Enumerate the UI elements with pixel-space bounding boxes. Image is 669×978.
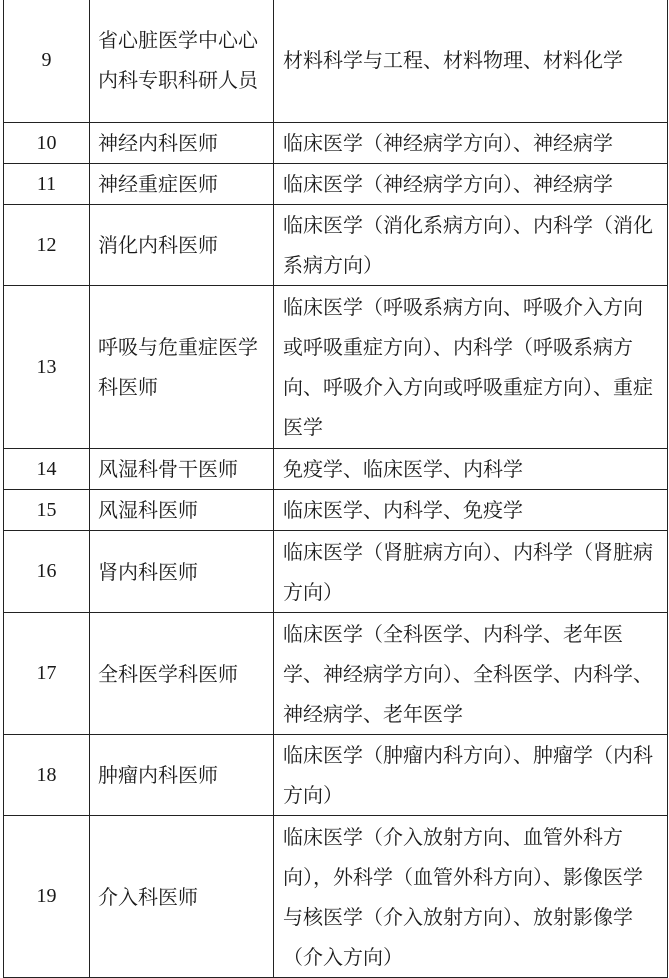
position-title: 神经重症医师 bbox=[90, 164, 274, 205]
position-title: 风湿科医师 bbox=[90, 490, 274, 531]
major-requirement: 临床医学（全科医学、内科学、老年医学、神经病学方向）、全科医学、内科学、神经病学、老年医学 bbox=[274, 613, 668, 735]
major-requirement: 临床医学（肿瘤内科方向）、肿瘤学（内科方向） bbox=[274, 735, 668, 816]
position-title: 肾内科医师 bbox=[90, 531, 274, 613]
major-requirement: 临床医学（介入放射方向、血管外科方向），外科学（血管外科方向）、影像医学与核医学（介入放射方向）、放射影像学（介入方向） bbox=[274, 816, 668, 978]
position-title: 消化内科医师 bbox=[90, 205, 274, 286]
table-row bbox=[4, 449, 668, 490]
recruitment-table bbox=[3, 0, 668, 978]
row-number: 13 bbox=[4, 286, 90, 449]
table-row bbox=[4, 490, 668, 531]
row-number: 12 bbox=[4, 205, 90, 286]
major-requirement: 临床医学（消化系病方向）、内科学（消化系病方向） bbox=[274, 205, 668, 286]
major-requirement: 临床医学（神经病学方向）、神经病学 bbox=[274, 164, 668, 205]
table-row bbox=[4, 205, 668, 286]
row-number: 16 bbox=[4, 531, 90, 613]
position-title: 全科医学科医师 bbox=[90, 613, 274, 735]
table-row bbox=[4, 613, 668, 735]
table-row bbox=[4, 531, 668, 613]
row-number: 17 bbox=[4, 613, 90, 735]
position-title: 介入科医师 bbox=[90, 816, 274, 978]
position-title: 神经内科医师 bbox=[90, 123, 274, 164]
row-number: 9 bbox=[4, 0, 90, 123]
major-requirement: 临床医学（神经病学方向）、神经病学 bbox=[274, 123, 668, 164]
table-row bbox=[4, 123, 668, 164]
row-number: 19 bbox=[4, 816, 90, 978]
position-title: 省心脏医学中心心内科专职科研人员 bbox=[90, 0, 274, 123]
major-requirement: 材料科学与工程、材料物理、材料化学 bbox=[274, 0, 668, 123]
table-row bbox=[4, 816, 668, 978]
row-number: 15 bbox=[4, 490, 90, 531]
major-requirement: 免疫学、临床医学、内科学 bbox=[274, 449, 668, 490]
row-number: 10 bbox=[4, 123, 90, 164]
major-requirement: 临床医学（呼吸系病方向、呼吸介入方向或呼吸重症方向）、内科学（呼吸系病方向、呼吸介入方向或呼吸重症方向）、重症医学 bbox=[274, 286, 668, 449]
major-requirement: 临床医学（肾脏病方向）、内科学（肾脏病方向） bbox=[274, 531, 668, 613]
table-row bbox=[4, 164, 668, 205]
major-requirement: 临床医学、内科学、免疫学 bbox=[274, 490, 668, 531]
row-number: 18 bbox=[4, 735, 90, 816]
row-number: 11 bbox=[4, 164, 90, 205]
table-row bbox=[4, 735, 668, 816]
row-number: 14 bbox=[4, 449, 90, 490]
position-title: 呼吸与危重症医学科医师 bbox=[90, 286, 274, 449]
position-title: 风湿科骨干医师 bbox=[90, 449, 274, 490]
table-row bbox=[4, 0, 668, 123]
table-row bbox=[4, 286, 668, 449]
position-title: 肿瘤内科医师 bbox=[90, 735, 274, 816]
